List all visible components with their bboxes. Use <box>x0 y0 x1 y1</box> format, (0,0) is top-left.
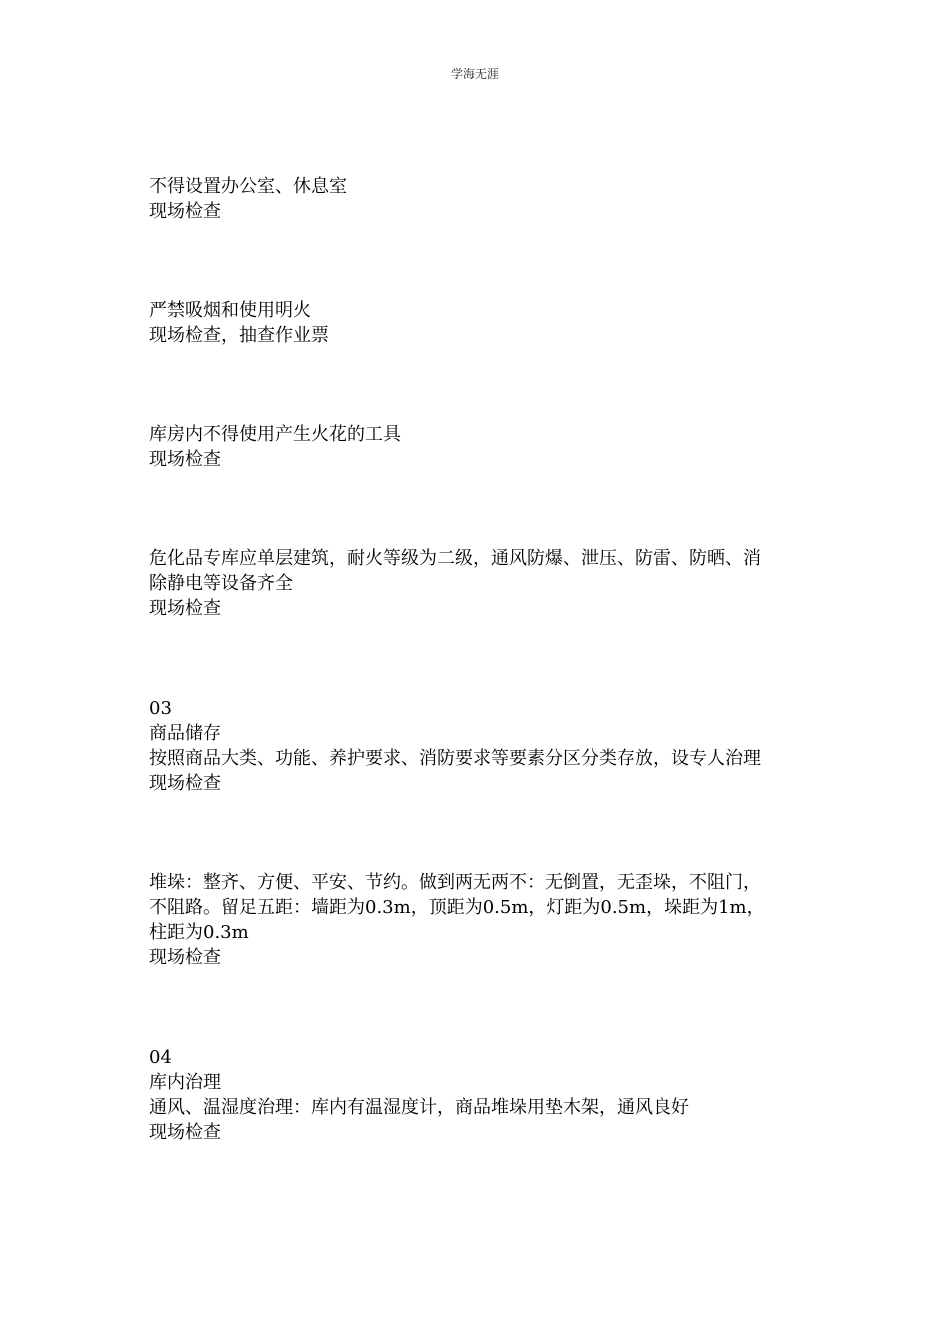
page-header: 学海无涯 <box>450 67 499 81</box>
text-line: 现场检查 <box>149 947 221 968</box>
section-03-block <box>149 696 809 796</box>
text-line: 现场检查 <box>149 598 221 619</box>
text-line: 现场检查 <box>149 449 221 470</box>
text-line: 按照商品大类、功能、养护要求、消防要求等要素分区分类存放，设专人治理 <box>149 748 761 769</box>
text-line: 柱距为0.3m <box>149 922 249 943</box>
text-line: 现场检查 <box>149 1122 221 1143</box>
text-line: 堆垛：整齐、方便、平安、节约。做到两无两不：无倒置，无歪垛，不阻门， <box>149 872 761 893</box>
text-line: 通风、温湿度治理：库内有温湿度计，商品堆垛用垫木架，通风良好 <box>149 1097 689 1118</box>
text-line: 现场检查 <box>149 201 221 222</box>
text-line: 不阻路。留足五距：墙距为0.3m，顶距为0.5m，灯距为0.5m，垛距为1m， <box>149 897 765 918</box>
section-title: 商品储存 <box>149 723 221 744</box>
text-line: 严禁吸烟和使用明火 <box>149 300 311 321</box>
text-line: 不得设置办公室、休息室 <box>149 176 347 197</box>
section-04-block <box>149 1045 809 1145</box>
text-line: 现场检查 <box>149 773 221 794</box>
section-title: 库内治理 <box>149 1072 221 1093</box>
section-number: 03 <box>149 698 172 719</box>
text-line: 库房内不得使用产生火花的工具 <box>149 424 401 445</box>
content-block-6 <box>149 870 809 970</box>
text-line: 危化品专库应单层建筑，耐火等级为二级，通风防爆、泄压、防雷、防晒、消 <box>149 548 761 569</box>
content-block-1 <box>149 174 809 224</box>
text-line: 除静电等设备齐全 <box>149 573 293 594</box>
content-block-2 <box>149 298 809 348</box>
content-block-3 <box>149 422 809 472</box>
section-number: 04 <box>149 1047 172 1068</box>
text-line: 现场检查，抽查作业票 <box>149 325 329 346</box>
content-block-4 <box>149 546 809 621</box>
